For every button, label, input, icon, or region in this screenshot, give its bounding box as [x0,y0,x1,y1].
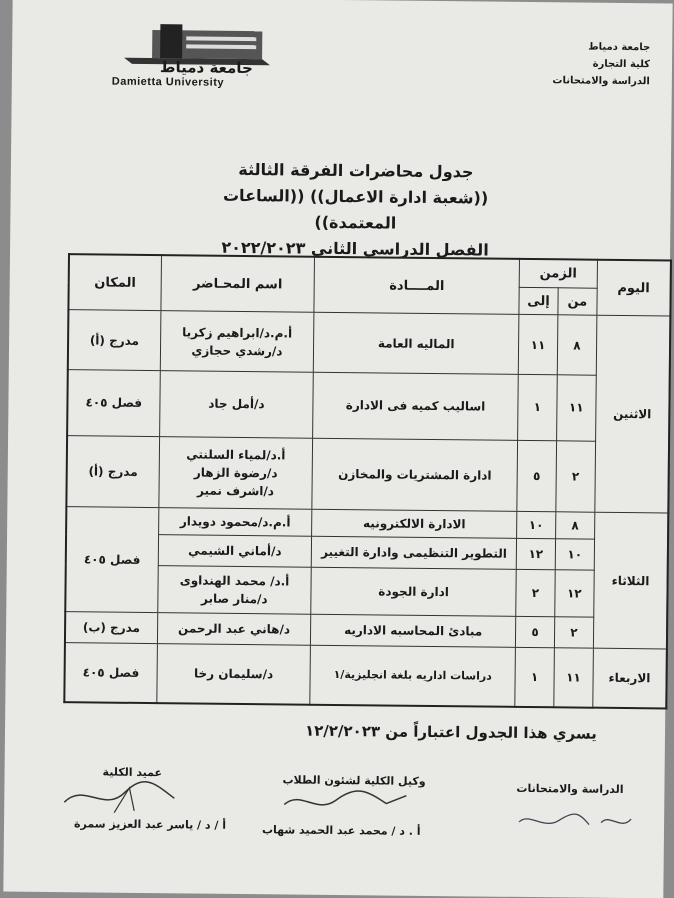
lecturer-cell [157,644,311,705]
lecturer-name: د/سليمان رخا [193,666,274,682]
subject-cell: التطوير التنظيمى وادارة التغيير [311,536,516,569]
subject-cell: ادارة الجودة [311,567,516,616]
table-header-row [69,254,671,289]
subject-cell: اساليب كميه فى الادارة [313,372,518,440]
table-row [68,310,671,376]
day-cell: الثلاثاء [593,513,668,649]
to-cell: ١٠ [517,512,556,539]
title-division: ((شعبة ادارة الاعمال)) ((الساعات المعتمدة)) [222,185,489,233]
from-cell: ١١ [554,648,594,708]
from-cell: ٢ [554,617,593,648]
logo-english-text: Damietta University [111,75,225,89]
dean-title: عميد الكلية [102,765,163,780]
vice-dean-title: وكيل الكلية لشئون الطلاب [282,773,426,788]
lecturer-cell [159,371,313,438]
to-cell: ٢ [516,569,555,617]
subject-cell: الادارة الالكترونيه [312,510,517,539]
university-logo [112,20,283,94]
day-cell: الاثنين [595,316,671,514]
lecturer-name: د/أماني الشيمي [188,543,282,559]
subject-cell: ادارة المشتريات والمخازن [312,438,517,512]
to-cell: ٥ [517,440,557,512]
lecturer-name: أ.د/ محمد الهنداوى [179,573,290,589]
header-place: المكان [68,254,161,311]
subject-cell: الماليه العامة [314,313,519,375]
from-cell: ٨ [555,512,594,539]
place-cell: مدرج (ب) [65,612,158,644]
to-cell: ١ [518,374,558,440]
lecturer-cell [159,436,313,509]
vice-dean-signature-icon [276,784,416,825]
table-row [67,370,670,442]
table-row [66,507,668,540]
from-cell: ١٠ [555,539,594,570]
lecturer-name: د/اشرف نمير [196,483,275,499]
to-cell: ١٢ [516,538,555,569]
to-cell: ٥ [515,616,554,647]
lecturer-cell [160,311,314,372]
dean-signature-icon [54,772,185,823]
place-cell: فصل ٤٠٥ [64,643,157,704]
exams-dept-title: الدراسة والامتحانات [516,781,624,797]
header-subject: المــــادة [314,257,519,315]
subject-cell: مبادئ المحاسبه الاداريه [311,614,516,647]
place-cell: فصل ٤٠٥ [65,507,158,613]
lecturer-name: أ.م.د/ابراهيم زكريا [182,325,293,341]
subject-cell: دراسات اداريه بلغة انجليزية/١ [310,645,515,707]
org-department: الدراسة والامتحانات [552,75,650,88]
logo-arabic-text: جامعة دمياط [159,58,253,78]
title-semester: الفصل الدراسي الثاني ٢٠٢٢/٢٠٢٣ [221,237,489,260]
from-cell: ١٢ [555,570,594,618]
lecturer-name: د/منار صابر [201,591,268,607]
effective-date-note: يسري هذا الجدول اعتباراً من ١٢/٢/٢٠٢٣ [304,721,597,743]
org-faculty: كلية التجارة [592,58,651,71]
exams-signature-icon [509,802,639,838]
header-lecturer: اسم المحـاضر [161,255,315,313]
from-cell: ٨ [557,315,597,375]
lecturer-name: أ.م.د/محمود دويدار [179,514,291,530]
table-row [64,643,667,709]
to-cell: ١ [515,647,555,707]
to-cell: ١١ [518,315,558,375]
lecturer-cell [157,613,311,645]
place-cell: فصل ٤٠٥ [67,370,160,437]
header-to: إلى [519,287,558,315]
organization-header [552,38,650,90]
lecturer-name: د/أمل جاد [208,396,265,412]
header-time: الزمن [519,259,597,288]
schedule-titles [190,156,521,263]
lecturer-cell [157,566,311,615]
lecturer-cell [158,508,312,536]
document-sheet [3,0,672,898]
dean-name: أ / د / ياسر عبد العزيز سمرة [73,817,227,832]
header-day: اليوم [597,260,671,317]
header-from: من [558,288,597,316]
table-row [66,435,669,513]
place-cell: مدرج (أ) [66,435,159,508]
day-cell: الاربعاء [593,648,667,708]
org-university: جامعة دمياط [588,41,651,54]
lecturer-name: أ.د/لمياء السلنتي [186,447,286,463]
lecturer-name: د/هاني عبد الرحمن [177,621,291,637]
from-cell: ٢ [556,440,596,512]
lecturer-name: د/رضوة الزهار [193,465,278,481]
place-cell: مدرج (أ) [68,310,161,370]
title-main: جدول محاضرات الفرقة الثالثة [238,159,474,182]
from-cell: ١١ [556,375,596,441]
lecturer-name: د/رشدي حجازي [191,343,283,359]
lecturer-cell [158,535,312,567]
schedule-table [63,253,672,709]
vice-dean-name: أ . د / محمد عبد الحميد شهاب [261,823,421,838]
